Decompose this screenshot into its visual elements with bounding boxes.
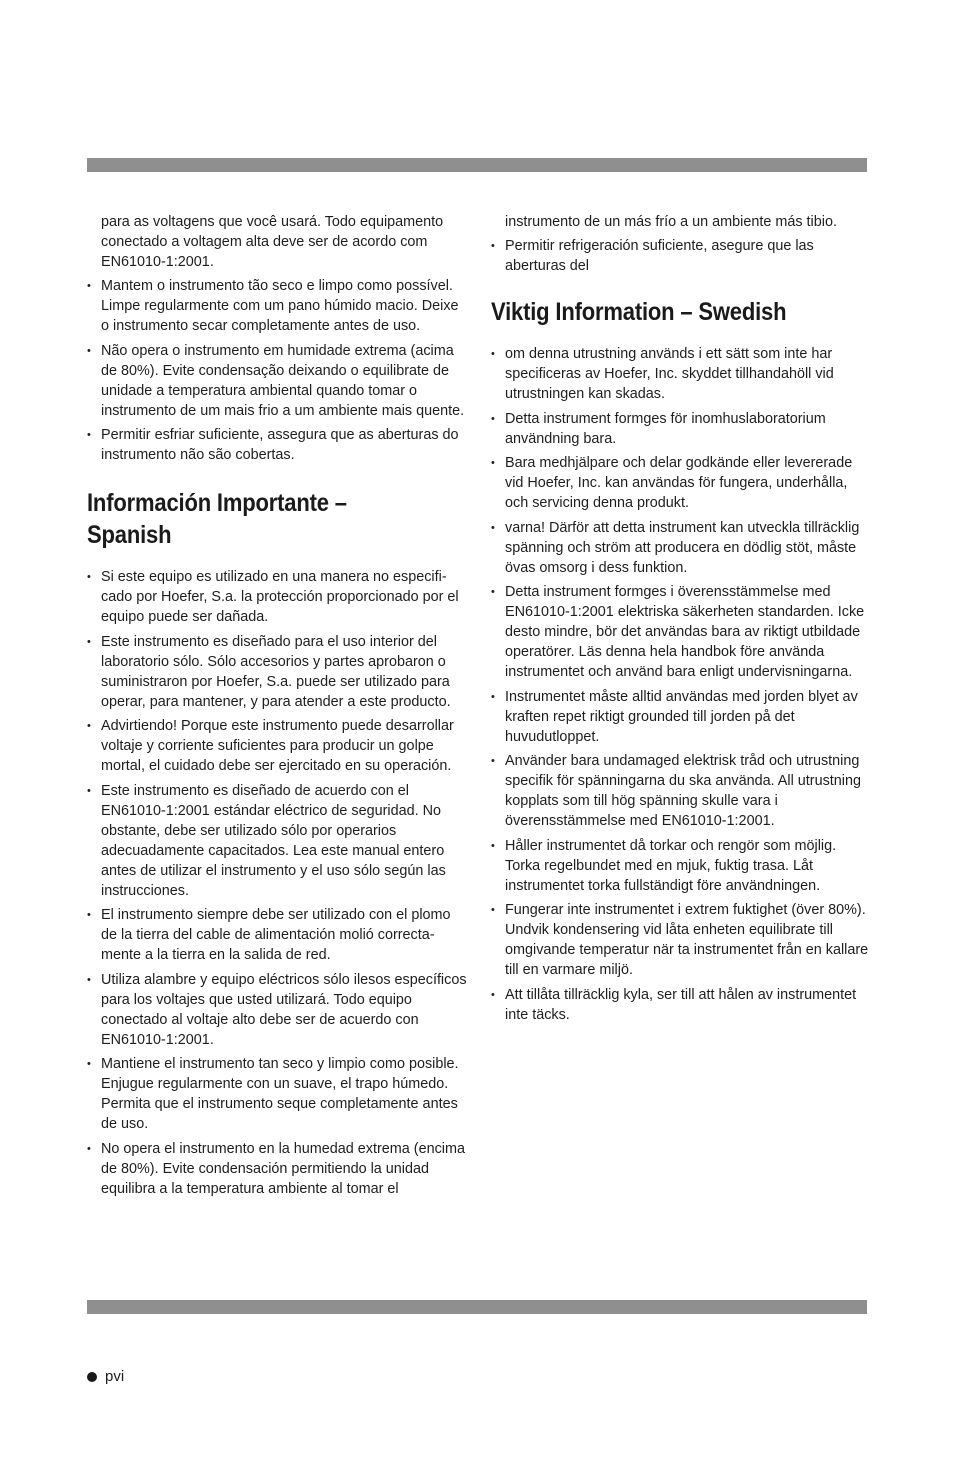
swedish-section-heading: Viktig Information – Swedish <box>491 298 787 326</box>
bullet-icon: • <box>491 755 495 767</box>
list-item: • Utiliza alambre y equipo eléctricos sólo ilesos específicos para los voltajes que usted utilizará. Todo equipo conectado al voltaje alto debe ser de acuerdo con EN61010-1:2001. <box>87 971 467 1048</box>
portuguese-list <box>87 276 467 465</box>
list-item: • Não opera o instrumento em humidade extrema (acima de 80%). Evite condensação deixando o equilibrate de unidade a temperatura ambiental quando tomar o instrumento de um mais frio a um ambiente mais quente. <box>87 342 465 419</box>
list-item: • Permitir esfriar suficiente, assegura que as aberturas do instrumento não são cobertas. <box>87 427 459 463</box>
list-item: • Bara medhjälpare och delar godkände eller levererade vid Hoefer, Inc. kan användas för fungera, underhålla, och servicing denna produkt. <box>491 455 853 511</box>
bullet-icon: • <box>491 839 495 852</box>
page-marker-icon <box>87 1372 97 1382</box>
bullet-icon: • <box>87 784 91 797</box>
bullet-icon: • <box>491 521 495 534</box>
bullet-icon: • <box>491 988 495 1001</box>
bullet-icon: • <box>87 280 91 292</box>
bullet-icon: • <box>491 904 495 916</box>
list-item: • om denna utrustning används i ett sätt som inte har specificeras av Hoefer, Inc. skyddet tillhandahöll vid utrustningen kan skadas. <box>491 346 834 402</box>
list-item: • Detta instrument formges för inomhuslaboratorium användning bara. <box>491 410 826 447</box>
bullet-icon: • <box>87 344 91 357</box>
footer-rule <box>87 1300 867 1314</box>
page-footer <box>87 1368 124 1385</box>
bullet-icon: • <box>87 909 91 921</box>
bullet-icon: • <box>87 635 91 648</box>
bullet-icon: • <box>87 973 91 986</box>
spanish-list <box>87 567 467 1199</box>
bullet-icon: • <box>491 240 495 252</box>
continued-paragraph: para as voltagens que você usará. Todo equipamento conectado a voltagem alta deve ser de acordo com EN61010-1:2001. <box>101 214 444 270</box>
list-item: • Este instrumento es diseñado para el uso interior del laboratorio sólo. Sólo accesorios y partes aprobaron o suministraron por Hoefer, S.a. puede ser utilizado para operar, para mantener, y para atender a este producto. <box>87 633 451 710</box>
list-item: • No opera el instrumento en la humedad extrema (encima de 80%). Evite condensación permitiendo la unidad equilibra a la temperatura ambiente al tomar el <box>87 1140 465 1197</box>
bullet-icon: • <box>491 586 495 598</box>
list-item: • Permitir refrigeración suficiente, asegure que las aberturas del <box>491 238 814 274</box>
continued-paragraph: instrumento de un más frío a un ambiente más tibio. <box>505 214 837 230</box>
bullet-icon: • <box>491 690 495 703</box>
left-column <box>87 212 467 1203</box>
list-item: • Advirtiendo! Porque este instrumento puede desarrollar voltaje y corriente suficientes para producir un golpe mortal, el cuidado debe ser ejercitado en su operación. <box>87 718 454 774</box>
list-item: • Si este equipo es utilizado en una manera no especificado por Hoefer, S.a. la protección proporcionado por el equipo puede ser dañada. <box>87 569 459 625</box>
bullet-icon: • <box>87 1058 91 1070</box>
list-item: • varna! Därför att detta instrument kan utveckla tillräcklig spänning och ström att producera en dödlig stöt, måste övas omsorg i dess funktion. <box>491 519 860 576</box>
spanish-section-heading: Información Importante – Spanish <box>87 489 347 549</box>
bullet-icon: • <box>491 412 495 425</box>
bullet-icon: • <box>491 457 495 469</box>
list-item: • Detta instrument formges i överensstämmelse med EN61010-1:2001 elektriska säkerheten standarden. Icke desto mindre, bör det användas bara av riktigt utbildade operatörer. Läs denna hela handbok före använda instrumentet och använd bara enligt undervisningarna. <box>491 584 865 680</box>
list-item: • Att tillåta tillräcklig kyla, ser till att hålen av instrumentet inte täcks. <box>491 986 857 1023</box>
bullet-icon: • <box>87 1142 91 1155</box>
list-item: • Använder bara undamaged elektrisk tråd och utrustning specifik för spänningarna du ska använda. All utrustning kopplats som till hög spänning skulle vara i överensstämmelse med EN61010-1:2001. <box>491 753 861 829</box>
list-item: • Håller instrumentet då torkar och rengör som möjlig. Torka regelbundet med en mjuk, fuktig trasa. Låt instrumentet torka fullständigt före användningen. <box>491 837 837 894</box>
bullet-icon: • <box>87 429 91 441</box>
list-item: • Mantiene el instrumento tan seco y limpio como posible. Enjugue regularmente con un suave, el trapo húmedo. Permita que el instrumento seque completamente antes de uso. <box>87 1056 459 1132</box>
list-item: • Mantem o instrumento tão seco e limpo como possível. Limpe regularmente com um pano húmido macio. Deixe o instrumento secar completamente antes de uso. <box>87 278 459 334</box>
bullet-icon: • <box>491 348 495 360</box>
page-number: pvi <box>105 1368 125 1385</box>
bullet-icon: • <box>87 571 91 583</box>
swedish-list <box>491 344 871 1025</box>
spanish-tail-list <box>491 236 871 276</box>
list-item: • El instrumento siempre debe ser utilizado con el plomo de la tierra del cable de alimentación molió correctamente a la tierra en la salida de red. <box>87 907 451 963</box>
right-column <box>491 212 871 1029</box>
header-rule <box>87 158 867 172</box>
bullet-icon: • <box>87 720 91 732</box>
list-item: • Instrumentet måste alltid användas med jorden blyet av kraften repet riktigt grounded till jorden på det huvudutloppet. <box>491 688 858 745</box>
list-item: • Fungerar inte instrumentet i extrem fuktighet (över 80%). Undvik kondensering vid låta enheten equilibrate till omgivande temperatur när ta instrumentet från en kallare till en varmare miljö. <box>491 902 869 978</box>
list-item: • Este instrumento es diseñado de acuerdo con el EN61010-1:2001 estándar eléctrico de seguridad. No obstante, debe ser utilizado sólo por operarios adecuadamente capacitados. Lea este manual entero antes de utilizar el instrumento y el uso sólo según las instrucciones. <box>87 782 446 899</box>
